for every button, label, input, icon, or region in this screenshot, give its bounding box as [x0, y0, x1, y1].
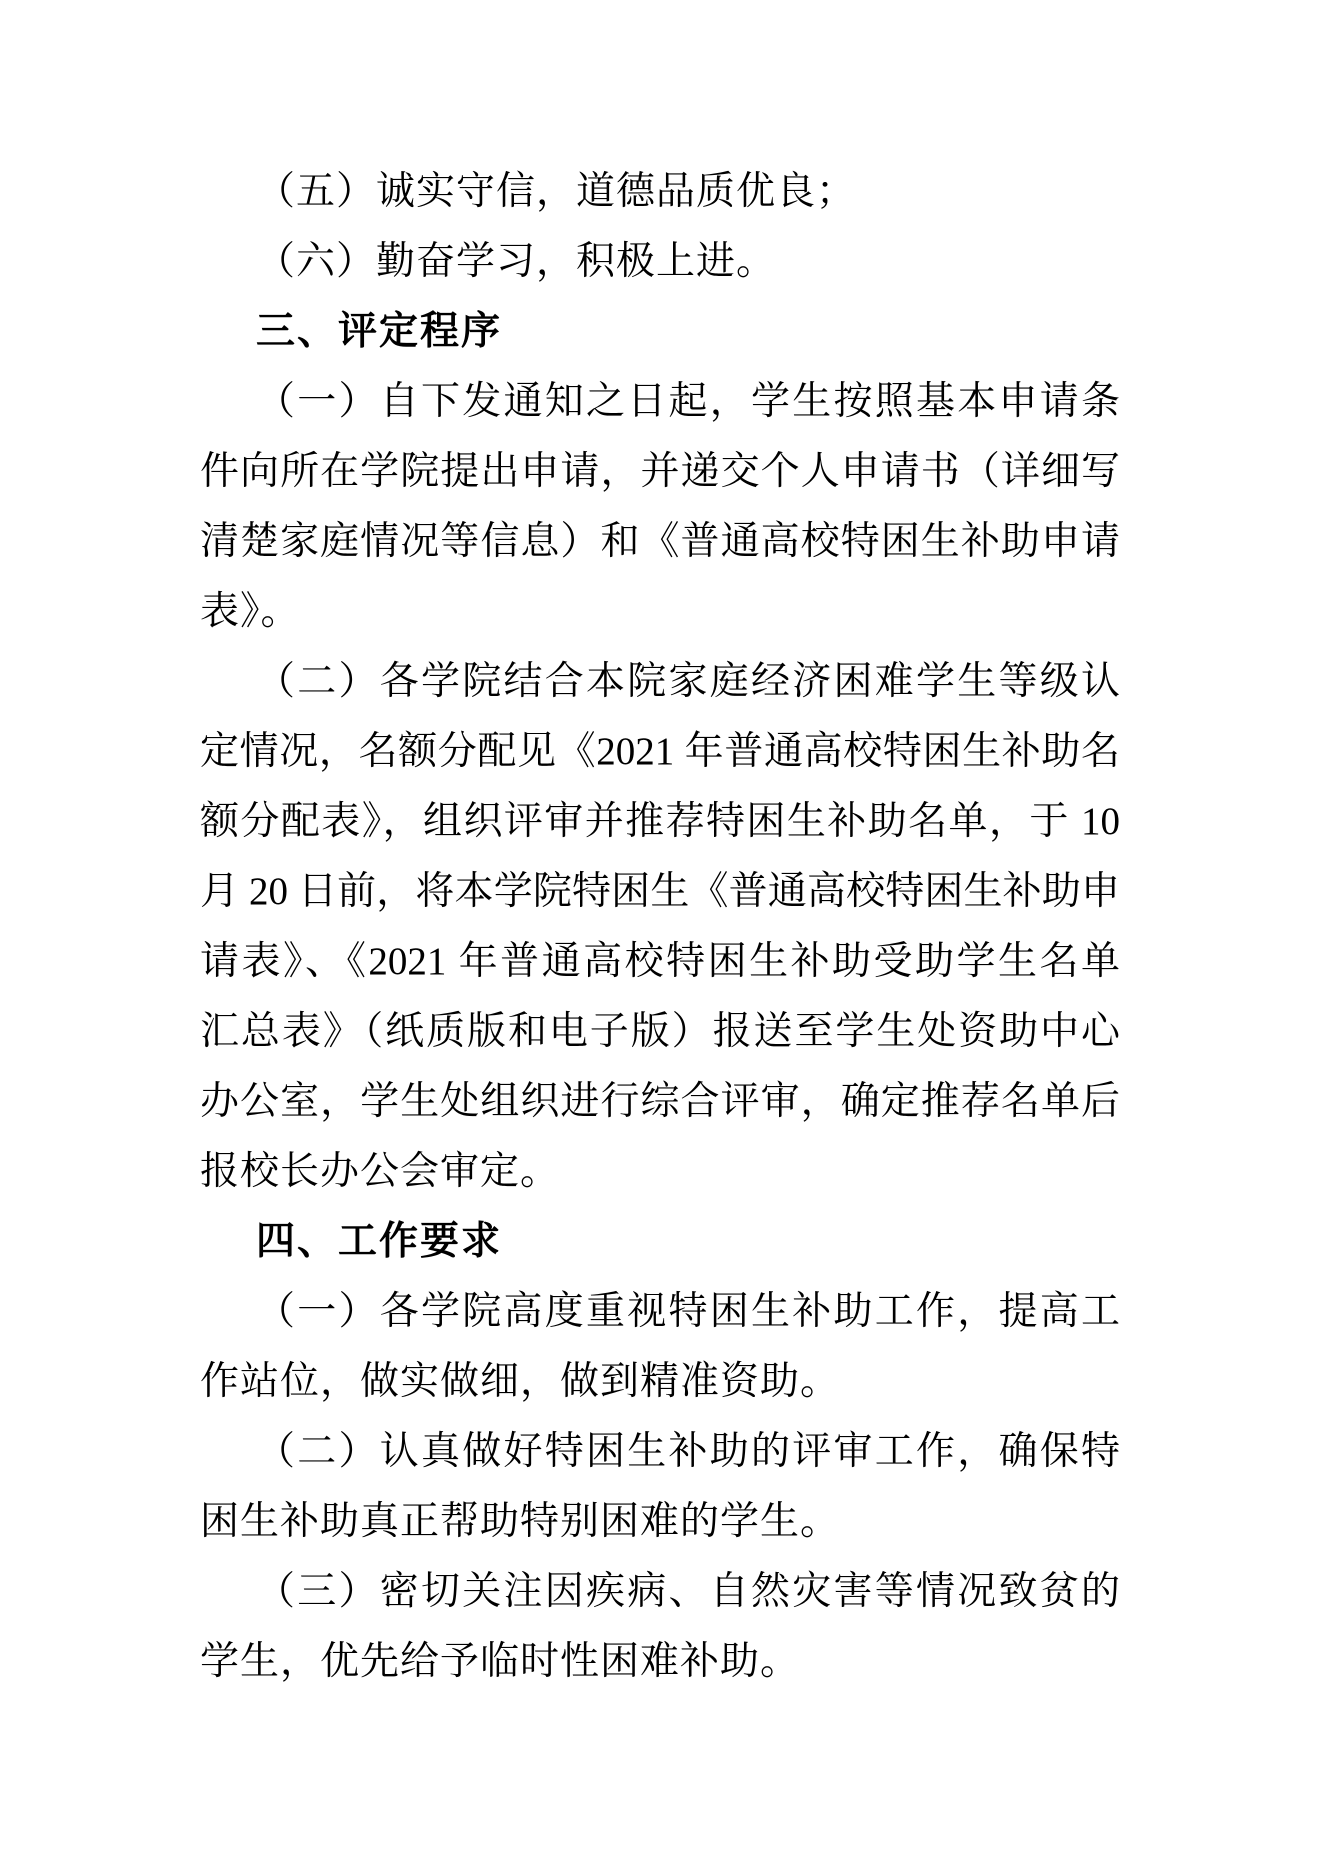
text-line: 作站位，做实做细，做到精准资助。 — [200, 1360, 841, 1403]
text-line: 汇总表》（纸质版和电子版）报送至学生处资助中心 — [200, 1010, 1120, 1053]
text-line: 月 20 日前，将本学院特困生《普通高校特困生补助申 — [200, 870, 1120, 913]
text-line: （三）密切关注因疾病、自然灾害等情况致贫的 — [256, 1570, 1120, 1613]
text-line: 办公室，学生处组织进行综合评审，确定推荐名单后 — [200, 1080, 1120, 1123]
text-line: （一）自下发通知之日起，学生按照基本申请条 — [256, 380, 1120, 423]
text-line: （五）诚实守信，道德品质优良； — [256, 170, 857, 213]
text-line: （六）勤奋学习，积极上进。 — [256, 240, 777, 283]
text-line: 额分配表》，组织评审并推荐特困生补助名单，于 10 — [200, 800, 1120, 843]
text-line: 困生补助真正帮助特别困难的学生。 — [200, 1500, 841, 1543]
text-line: （二）各学院结合本院家庭经济困难学生等级认 — [256, 660, 1120, 703]
text-line: 件向所在学院提出申请，并递交个人申请书（详细写 — [200, 450, 1120, 493]
text-line: 表》。 — [200, 590, 301, 633]
text-line: （一）各学院高度重视特困生补助工作，提高工 — [256, 1290, 1120, 1333]
section-heading-work-requirements: 四、工作要求 — [256, 1220, 503, 1263]
text-line: （二）认真做好特困生补助的评审工作，确保特 — [256, 1430, 1120, 1473]
text-line: 学生，优先给予临时性困难补助。 — [200, 1640, 801, 1683]
text-line: 请表》、《2021 年普通高校特困生补助受助学生名单 — [200, 940, 1120, 983]
section-heading-evaluation-procedure: 三、评定程序 — [256, 310, 503, 353]
text-line: 清楚家庭情况等信息）和《普通高校特困生补助申请 — [200, 520, 1120, 563]
text-line: 报校长办公会审定。 — [200, 1150, 561, 1193]
text-line: 定情况，名额分配见《2021 年普通高校特困生补助名 — [200, 730, 1120, 773]
